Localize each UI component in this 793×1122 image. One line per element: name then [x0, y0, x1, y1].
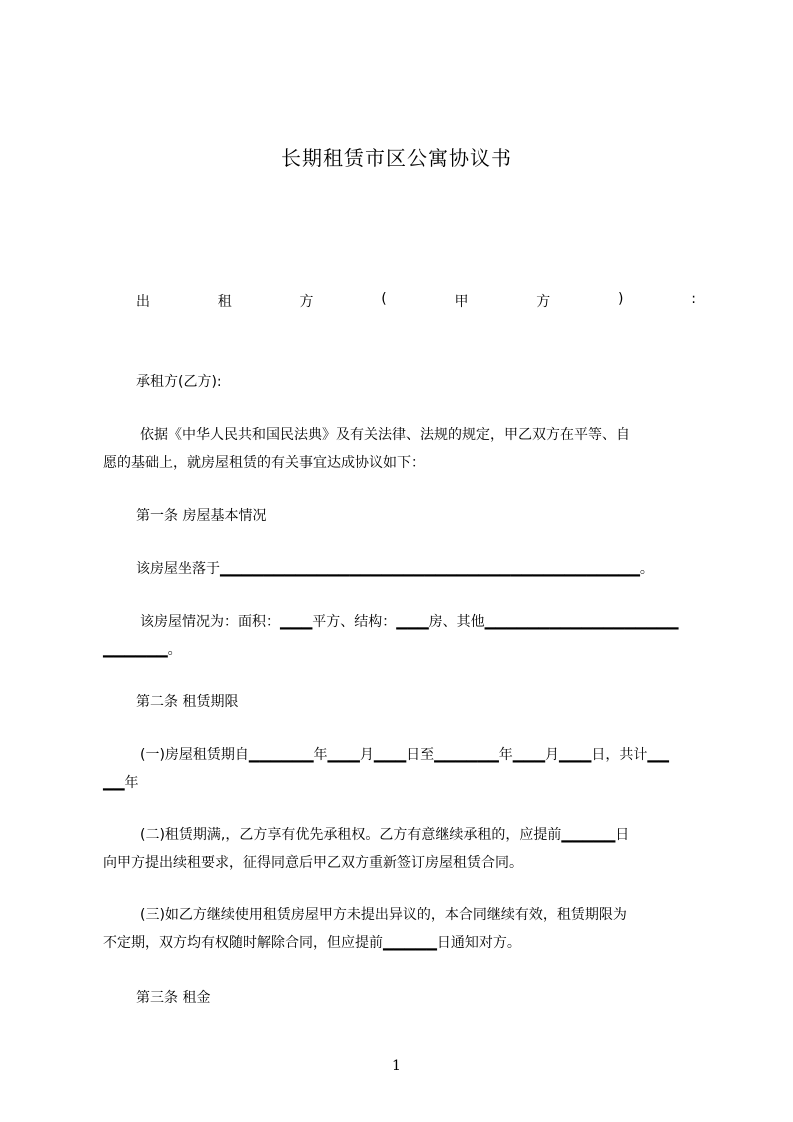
party-a-char: : [691, 291, 696, 307]
intro-paragraph: 依据《中华人民共和国民法典》及有关法律、法规的规定，甲乙双方在平等、自 [140, 427, 630, 443]
party-b-line: 承租方(乙方): [136, 374, 222, 390]
article-2-clause-3: (三)如乙方继续使用租赁房屋甲方未提出异议的，本合同继续有效，租赁期限为 [140, 907, 627, 923]
article-1-details-cont: ▁▁▁▁▁▁。 [103, 642, 182, 658]
article-2-clause-1-cont: ▁▁年 [103, 775, 139, 791]
article-1-location: 该房屋坐落于▁▁▁▁▁▁▁▁▁▁▁▁▁▁▁▁▁▁▁▁▁▁▁▁▁▁▁▁▁▁▁▁▁▁▁▁▁▁▁。 [136, 561, 654, 577]
article-2-clause-2-cont: 向甲方提出续租要求，征得同意后甲乙双方重新签订房屋租赁合同。 [103, 855, 523, 871]
party-a-char: 甲 [454, 294, 469, 310]
party-a-char: 方 [536, 294, 551, 310]
article-1-heading: 第一条 房屋基本情况 [136, 508, 267, 524]
page-number: 1 [392, 1058, 401, 1074]
party-a-line [136, 291, 696, 311]
party-a-char: ) [617, 291, 624, 307]
article-2-clause-3-cont: 不定期，双方均有权随时解除合同，但应提前▁▁▁▁▁日通知对方。 [103, 935, 521, 951]
party-a-char: 租 [217, 294, 232, 310]
party-a-char: 方 [299, 294, 314, 310]
party-a-char: 出 [136, 294, 150, 310]
party-a-char: ( [381, 291, 387, 307]
document-title: 长期租赁市区公寓协议书 [281, 146, 512, 170]
intro-paragraph-cont: 愿的基础上，就房屋租赁的有关事宜达成协议如下： [103, 455, 425, 471]
article-2-clause-1: (一)房屋租赁期自▁▁▁▁▁▁年▁▁▁月▁▁▁日至▁▁▁▁▁▁年▁▁▁月▁▁▁日，共计▁▁ [140, 747, 669, 763]
article-1-details: 该房屋情况为：面积：▁▁▁平方、结构：▁▁▁房、其他▁▁▁▁▁▁▁▁▁▁▁▁▁▁▁▁▁▁ [140, 614, 679, 630]
article-3-heading: 第三条 租金 [136, 990, 211, 1006]
article-2-clause-2: (二)租赁期满,，乙方享有优先承租权。乙方有意继续承租的，应提前▁▁▁▁▁日 [140, 827, 630, 843]
article-2-heading: 第二条 租赁期限 [136, 694, 239, 710]
